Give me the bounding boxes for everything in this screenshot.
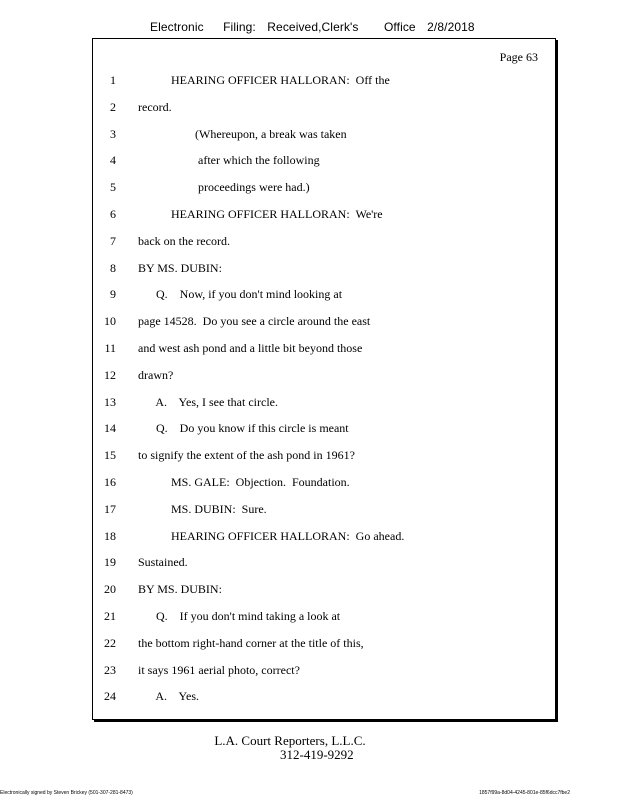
line-number: 23 [104, 662, 116, 677]
line-number: 24 [104, 689, 116, 704]
line-number: 4 [110, 153, 116, 168]
line-number: 22 [104, 635, 116, 650]
line-number: 2 [110, 99, 116, 114]
line-text: drawn? [138, 367, 174, 382]
line-text: after which the following [138, 153, 320, 168]
line-text: HEARING OFFICER HALLORAN: Go ahead. [138, 528, 405, 543]
transcript-line [92, 472, 556, 499]
transcript-line [92, 418, 556, 445]
electronic-signature: Electronically signed by Steven Brickey (501-307-281-8473) [0, 790, 133, 796]
stamp-word: Filing: [223, 20, 256, 34]
line-number: 1 [110, 73, 116, 87]
line-text: (Whereupon, a break was taken [138, 126, 347, 141]
line-number: 21 [104, 608, 116, 623]
line-number: 18 [104, 528, 116, 543]
transcript-line [92, 392, 556, 419]
transcript-line [92, 284, 556, 311]
line-number: 17 [104, 501, 116, 516]
line-text: Q. If you don't mind taking a look at [138, 608, 341, 623]
line-number: 14 [104, 421, 116, 436]
line-text: Q. Now, if you don't mind looking at [138, 287, 343, 302]
stamp-word: Office [383, 20, 416, 34]
transcript-line [92, 204, 556, 231]
line-text: and west ash pond and a little bit beyond those [138, 340, 363, 355]
transcript-line [92, 633, 556, 660]
page-number: Page 63 [499, 50, 538, 64]
line-number: 10 [104, 314, 116, 329]
line-text: BY MS. DUBIN: [138, 582, 222, 597]
line-number: 3 [110, 126, 116, 141]
transcript-line [92, 445, 556, 472]
transcript-line [92, 177, 556, 204]
line-text: A. Yes. [138, 689, 200, 704]
line-text: A. Yes, I see that circle. [138, 394, 278, 409]
line-text: BY MS. DUBIN: [138, 260, 222, 275]
reporter-phone: 312-419-9292 [280, 747, 354, 762]
line-number: 9 [110, 287, 116, 302]
document-id: 1857f99a-8d04-4245-801e-85f6dcc7fbe2 [479, 790, 570, 796]
transcript-line [92, 258, 556, 285]
line-text: back on the record. [138, 233, 230, 248]
line-text: to signify the extent of the ash pond in 1961? [138, 448, 355, 463]
line-number: 19 [104, 555, 116, 570]
transcript-line [92, 97, 556, 124]
transcript-line [92, 311, 556, 338]
line-number: 13 [104, 394, 116, 409]
transcript-line [92, 526, 556, 553]
transcript-line [92, 150, 556, 177]
line-text: HEARING OFFICER HALLORAN: Off the [138, 73, 390, 87]
line-text: MS. GALE: Objection. Foundation. [138, 474, 350, 489]
line-text: MS. DUBIN: Sure. [138, 501, 267, 516]
line-number: 12 [104, 367, 116, 382]
line-number: 6 [110, 206, 116, 221]
line-number: 8 [110, 260, 116, 275]
line-text: HEARING OFFICER HALLORAN: We're [138, 206, 383, 221]
filing-stamp-header [150, 20, 475, 34]
stamp-date: 2/8/2018 [427, 20, 475, 34]
transcript-line [92, 338, 556, 365]
transcript-line [92, 579, 556, 606]
transcript-line [92, 606, 556, 633]
line-number: 7 [110, 233, 116, 248]
transcript-line [92, 70, 556, 97]
reporter-company: L.A. Court Reporters, L.L.C. [214, 733, 366, 748]
transcript-line [92, 365, 556, 392]
stamp-word: Electronic [150, 20, 204, 34]
line-number: 5 [110, 180, 116, 195]
transcript-lines [92, 70, 556, 713]
line-number: 16 [104, 474, 116, 489]
line-text: Q. Do you know if this circle is meant [138, 421, 349, 436]
transcript-line [92, 124, 556, 151]
transcript-line [92, 231, 556, 258]
line-text: Sustained. [138, 555, 188, 570]
line-number: 11 [104, 340, 116, 355]
line-text: page 14528. Do you see a circle around the east [138, 314, 371, 329]
line-number: 20 [104, 582, 116, 597]
line-text: it says 1961 aerial photo, correct? [138, 662, 300, 677]
transcript-line [92, 686, 556, 713]
line-text: record. [138, 99, 172, 114]
line-text: the bottom right-hand corner at the title of this, [138, 635, 364, 650]
line-number: 15 [104, 448, 116, 463]
transcript-line [92, 660, 556, 687]
stamp-word: Received,Clerk's [267, 20, 359, 34]
transcript-line [92, 552, 556, 579]
line-text: proceedings were had.) [138, 180, 310, 195]
transcript-line [92, 499, 556, 526]
